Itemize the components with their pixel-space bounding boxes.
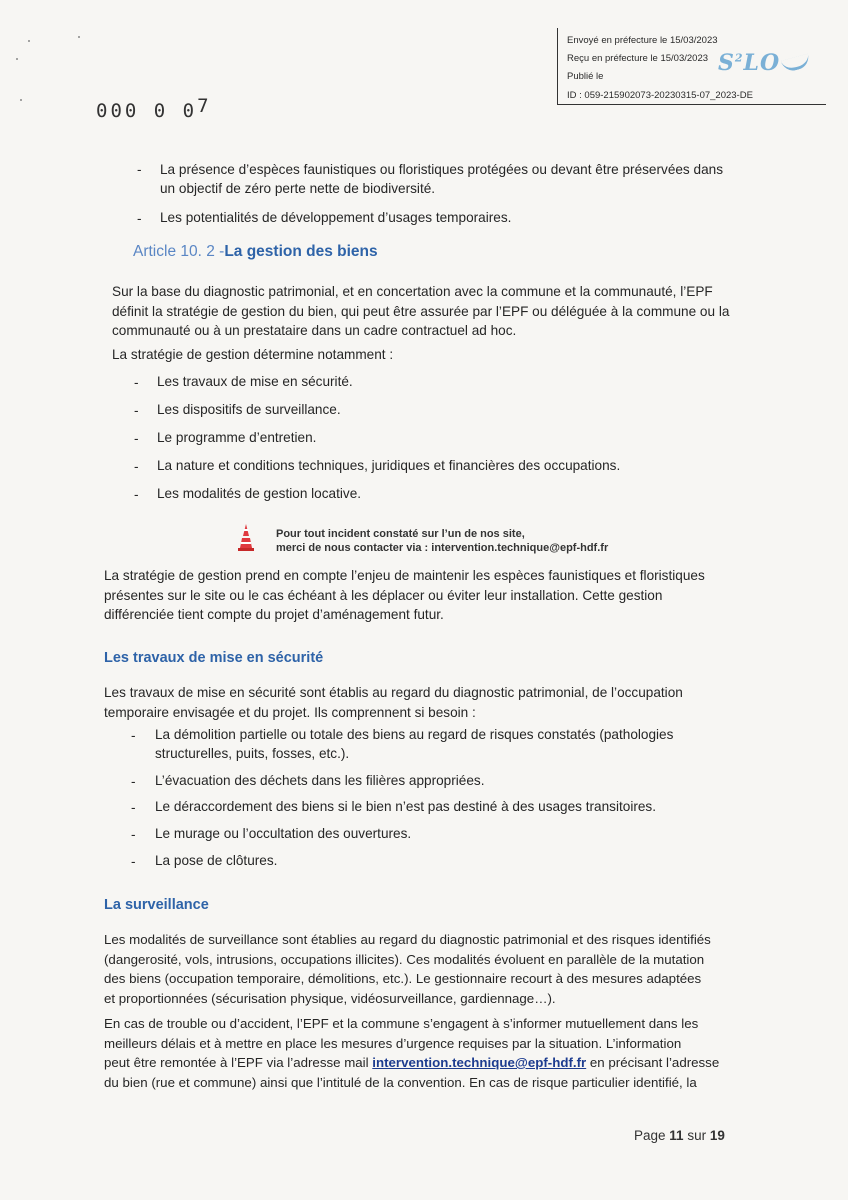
intervention-email-link[interactable]: intervention.technique@epf-hdf.fr [372,1055,587,1070]
stamp-id: ID : 059-215902073-20230315-07_2023-DE [567,90,753,101]
strategy-intro: La stratégie de gestion détermine notamment : [112,347,394,362]
traffic-cone-icon [238,522,254,552]
stamp-sent: Envoyé en préfecture le 15/03/2023 [567,35,718,46]
list-item: Les potentialités de développement d’usages temporaires. [160,210,512,225]
surveillance-paragraph: Les modalités de surveillance sont établies au regard du diagnostic patrimonial et des risques identifiés (dangerosité, vols, intrusions, occupations illicites). Ces modalités évoluent en parallèle de la mutation des biens (occupation temporaire, démolitions, etc.). Le gestionnaire recourt à des mesures adaptées et proportionnées (sécurisation physique, vidéosurveillance, gardiennage…). [104,932,711,1006]
list-item: Les dispositifs de surveillance. [157,402,341,417]
article-heading: Article 10. 2 -La gestion des biens [133,243,378,260]
scan-speck [78,36,80,38]
stamp-received: Reçu en préfecture le 15/03/2023 [567,53,709,64]
list-item: Le déraccordement des biens si le bien n’est pas destiné à des usages transitoires. [155,799,656,814]
intro-paragraph: Sur la base du diagnostic patrimonial, et en concertation avec la commune et la communauté, l’EPF définit la stratégie de gestion du bien, qui peut être assurée par l’EPF ou déléguée à la commune ou la communauté ou à un prestataire dans un cadre contractuel ad hoc. [112,284,730,338]
list-item: La présence d’espèces faunistiques ou floristiques protégées ou devant être préservées dans un objectif de zéro perte nette de biodiversité. [160,162,723,196]
bullet-dash: - [134,403,139,418]
bullet-dash: - [134,431,139,446]
scan-speck [16,58,18,60]
stamp-published: Publié le [567,71,604,82]
list-item: Le murage ou l’occultation des ouvertures. [155,826,412,841]
bullet-dash: - [137,162,142,177]
document-number: 000 0 07 [96,95,212,122]
bullet-dash: - [131,800,136,815]
works-intro: Les travaux de mise en sécurité sont établis au regard du diagnostic patrimonial, de l’occupation temporaire envisagée et du projet. Ils comprennent si besoin : [104,685,683,720]
bullet-dash: - [131,854,136,869]
bullet-dash: - [134,375,139,390]
list-item: La démolition partielle ou totale des biens au regard de risques constatés (pathologies structurelles, puits, fosses, etc.). [155,727,674,761]
list-item: Le programme d’entretien. [157,430,317,445]
incident-paragraph: En cas de trouble ou d’accident, l’EPF et la commune s’engagent à s’informer mutuellement dans les meilleurs délais et à mettre en place les mesures d’urgence requises par la situation. L’information peut être remontée à l’EPF via l’adresse mail intervention.technique@epf-hdf.fr en précisant l’adresse du bien (rue et commune) ainsi que l’intitulé de la convention. En cas de risque particulier identifié, la [104,1016,720,1090]
list-item: L’évacuation des déchets dans les filières appropriées. [155,773,485,788]
bullet-dash: - [134,487,139,502]
scan-speck [28,40,30,42]
incident-notice: Pour tout incident constaté sur l’un de nos site, merci de nous contacter via : intervention.technique@epf-hdf.fr [276,528,609,554]
list-item: La pose de clôtures. [155,853,278,868]
bullet-dash: - [131,728,136,743]
prefecture-stamp [557,28,826,105]
bullet-dash: - [137,211,142,226]
list-item: La nature et conditions techniques, juridiques et financières des occupations. [157,458,621,473]
s2low-logo: $S^2LO$ [718,50,810,76]
page-number: Page 11 sur 19 [634,1128,725,1143]
list-item: Les modalités de gestion locative. [157,486,362,501]
strategy-paragraph: La stratégie de gestion prend en compte l’enjeu de maintenir les espèces faunistiques et floristiques présentes sur le site ou le cas échéant à les déplacer ou éviter leur installation. Cette gestion différenciée tient compte du projet d’aménagement futur. [104,568,705,622]
list-item: Les travaux de mise en sécurité. [157,374,353,389]
bullet-dash: - [131,827,136,842]
section-heading: La surveillance [104,897,209,913]
scan-speck [20,99,22,101]
bullet-dash: - [134,459,139,474]
bullet-dash: - [131,774,136,789]
section-heading: Les travaux de mise en sécurité [104,650,324,666]
